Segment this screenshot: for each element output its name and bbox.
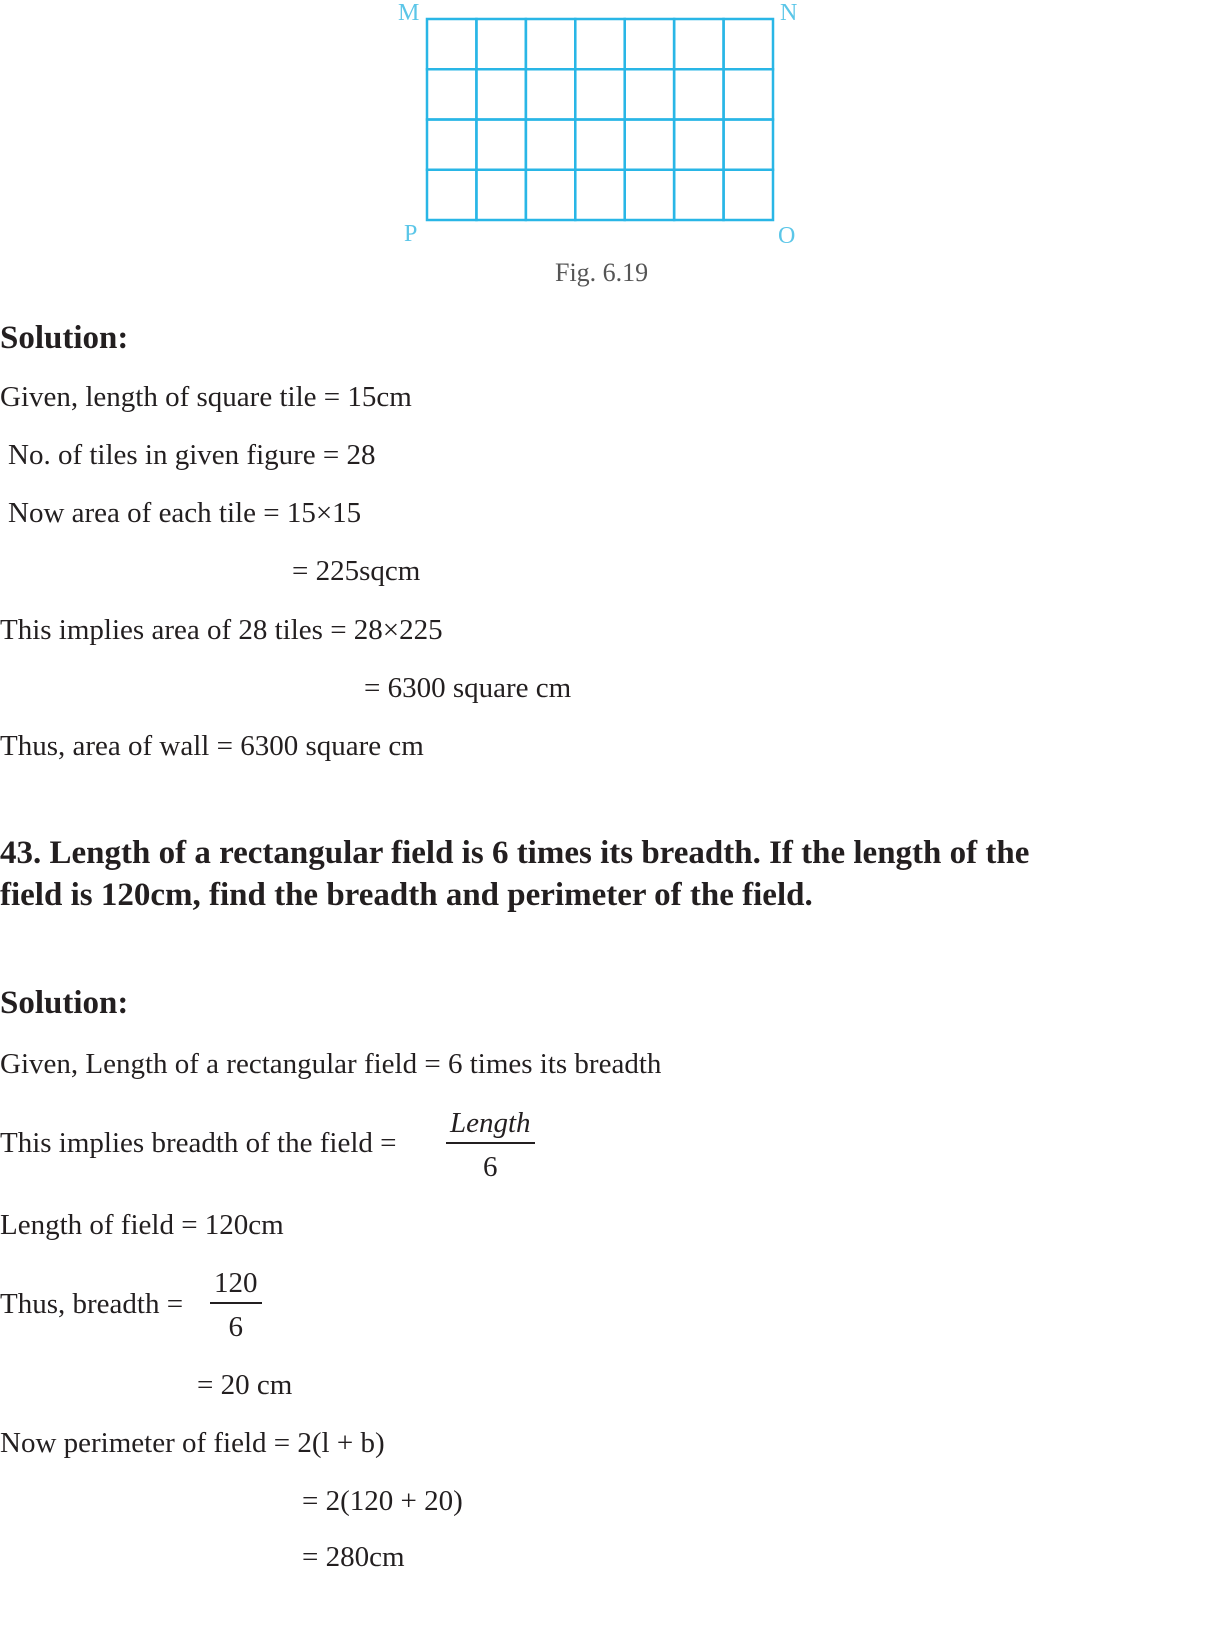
tile [625,69,674,119]
tile [674,69,723,119]
solution-heading: Solution: [0,320,129,356]
label-n: N [780,0,798,26]
solution-line: Thus, breadth = [0,1288,184,1320]
tile [724,19,773,69]
solution-line: = 6300 square cm [364,672,572,704]
tile [476,19,525,69]
solution-line: Length of field = 120cm [0,1209,284,1241]
tile [625,19,674,69]
tile-grid [425,17,777,223]
tile [625,120,674,170]
tile [526,120,575,170]
tile [575,19,624,69]
solution-line: This implies area of 28 tiles = 28×225 [0,614,443,646]
tile [575,69,624,119]
tile [427,170,476,220]
label-m: M [398,0,420,26]
solution-line: = 280cm [302,1541,405,1573]
tile [724,120,773,170]
tile [526,170,575,220]
tile [724,69,773,119]
solution-line: Given, Length of a rectangular field = 6 times its breadth [0,1048,662,1080]
solution-line: = 2(120 + 20) [302,1485,463,1517]
solution-line: Now perimeter of field = 2(l + b) [0,1427,385,1459]
fraction-length-over-6 [446,1106,535,1184]
denominator: 6 [228,1311,243,1343]
solution-line: No. of tiles in given figure = 28 [8,439,376,471]
tile [427,19,476,69]
figure-caption: Fig. 6.19 [555,258,649,287]
tile [674,120,723,170]
numerator: Length [446,1106,535,1144]
tile [674,170,723,220]
tile [526,19,575,69]
solution-line: Now area of each tile = 15×15 [8,497,362,529]
tile [526,69,575,119]
tile [575,170,624,220]
fraction-120-over-6 [210,1266,262,1344]
question-43-line1: 43. Length of a rectangular field is 6 times its breadth. If the length of the [0,835,1030,871]
tile [427,120,476,170]
label-p: P [404,221,418,247]
tile [476,170,525,220]
solution-line: This implies breadth of the field = [0,1127,397,1159]
solution-line: Given, length of square tile = 15cm [0,381,412,413]
question-43-line2: field is 120cm, find the breadth and perimeter of the field. [0,877,813,913]
tile [476,120,525,170]
label-o: O [778,223,796,249]
numerator: 120 [210,1266,262,1304]
solution-line: Thus, area of wall = 6300 square cm [0,730,424,762]
tile [476,69,525,119]
denominator: 6 [483,1151,498,1183]
tile [427,69,476,119]
tile [575,120,624,170]
tile [724,170,773,220]
tile [625,170,674,220]
tile [674,19,723,69]
solution-line: = 20 cm [197,1369,293,1401]
solution-line: = 225sqcm [292,555,421,587]
solution-heading: Solution: [0,985,129,1021]
